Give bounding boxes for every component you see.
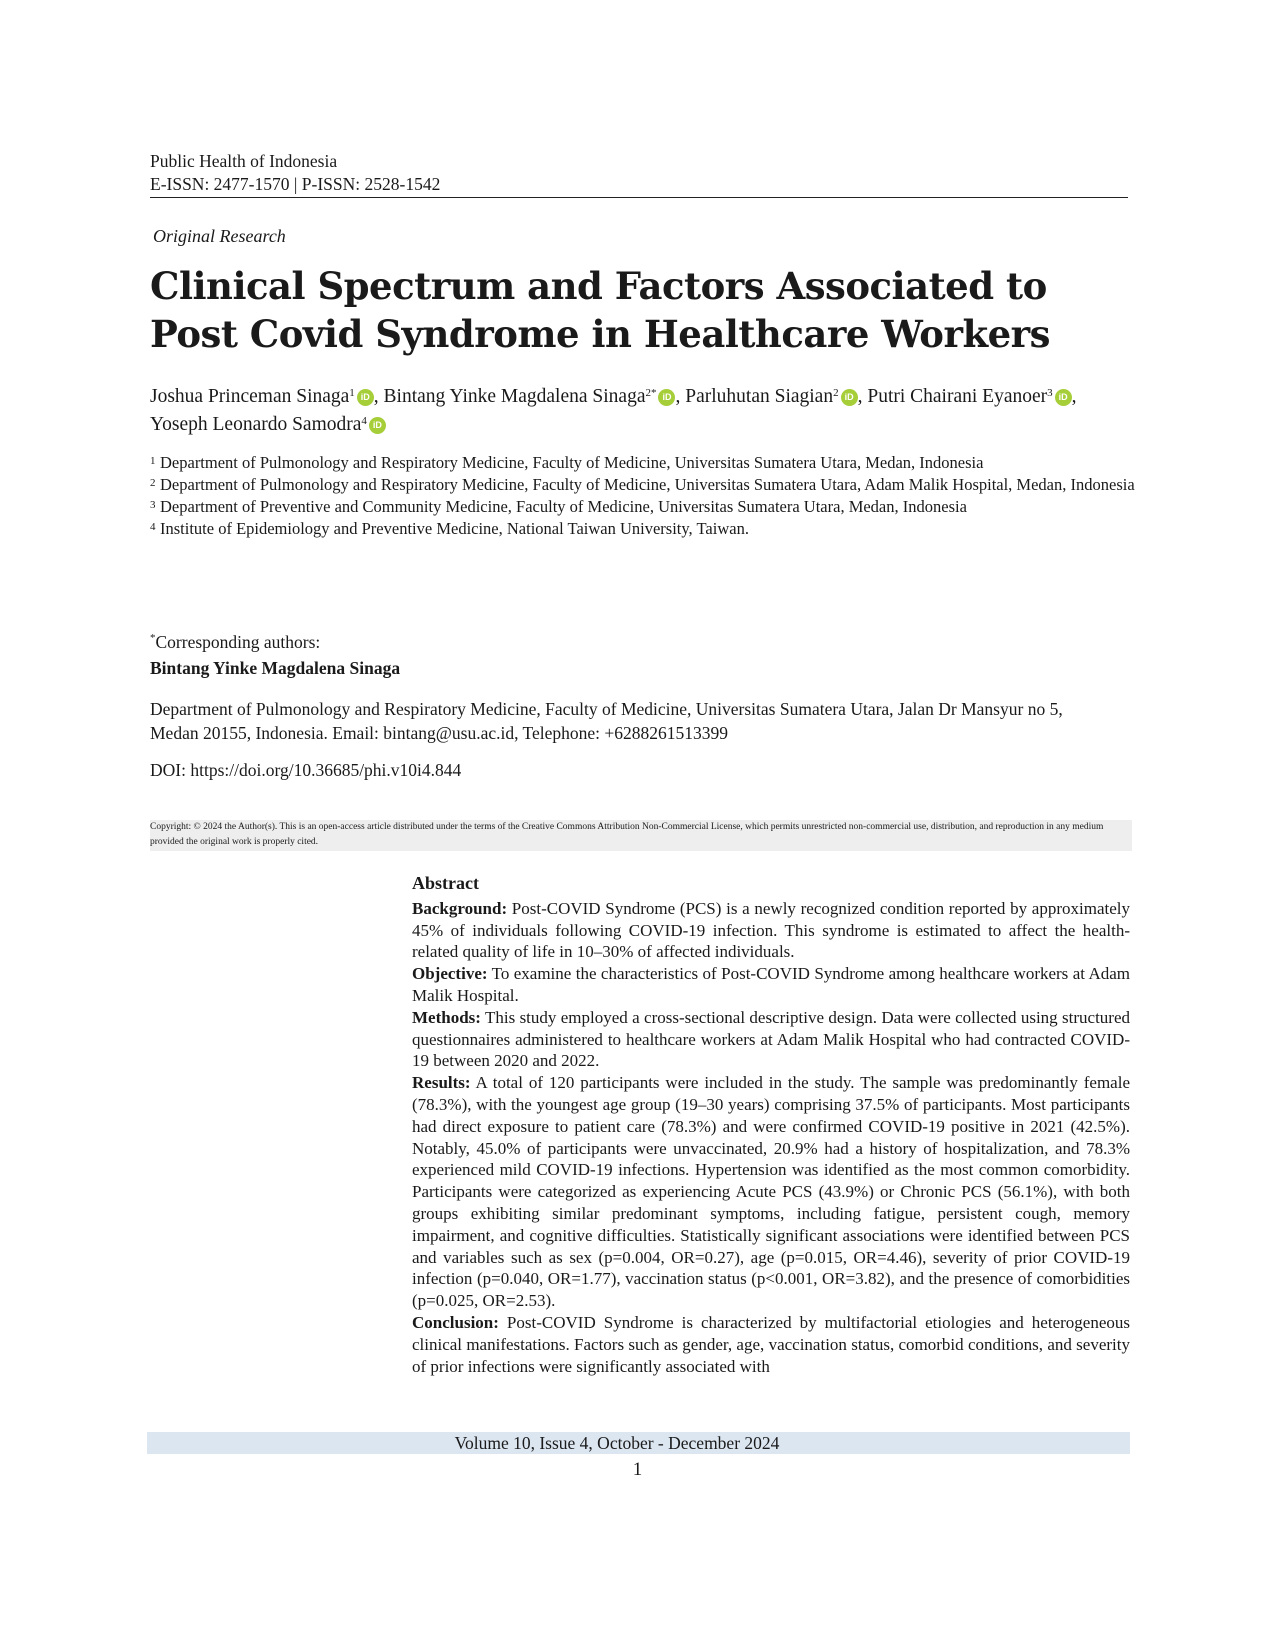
abstract-conclusion: Conclusion: Post-COVID Syndrome is characterized by multifactorial etiologies and heterogeneous clinical manifestations. Factors such as gender, age, vaccination status, comorbid conditions, and severity of prior infections were significantly associated with — [412, 1312, 1130, 1376]
orcid-icon[interactable]: iD — [841, 389, 858, 406]
abstract-objective: Objective: To examine the characteristics of Post-COVID Syndrome among healthcare workers at Adam Malik Hospital. — [412, 964, 1130, 1005]
affiliation: 2 Department of Pulmonology and Respiratory Medicine, Faculty of Medicine, Universitas Sumatera Utara, Adam Malik Hospital, Medan, Indonesia — [150, 475, 1135, 494]
footer-issue: Volume 10, Issue 4, October - December 2024 — [454, 1433, 780, 1453]
journal-header — [150, 150, 440, 196]
abstract-methods: Methods: This study employed a cross-sectional descriptive design. Data were collected using structured questionnaires administered to healthcare workers at Adam Malik Hospital who had contracted COVID-19 between 2020 and 2022. — [412, 1007, 1130, 1071]
affiliation-list — [150, 452, 1140, 540]
orcid-icon[interactable]: iD — [1055, 389, 1072, 406]
abstract-results: Results: A total of 120 participants were included in the study. The sample was predominantly female (78.3%), with the youngest age group (19–30 years) comprising 37.5% of participants. Most participants had direct exposure to patient care (78.3%) and were confirmed COVID-19 positive in 2021 (42.5%). Notably, 45.0% of participants were unvaccinated, 20.9% had a history of hospitalization, and 78.3% experienced mild COVID-19 infections. Hypertension was identified as the most common comorbidity. Participants were categorized as experiencing Acute PCS (43.9%) or Chronic PCS (56.1%), with both groups exhibiting similar predominant symptoms, including fatigue, persistent cough, memory impairment, and cognitive difficulties. Statistically significant associations were identified between PCS and variables such as sex (p=0.004, OR=0.27), age (p=0.015, OR=4.46), severity of prior COVID-19 infection (p=0.040, OR=1.77), vaccination status (p<0.001, OR=3.82), and the presence of comorbidities (p=0.025, OR=2.53). — [412, 1073, 1130, 1311]
orcid-icon[interactable]: iD — [357, 389, 374, 406]
journal-name: Public Health of Indonesia — [150, 151, 338, 171]
orcid-icon[interactable]: iD — [369, 417, 386, 434]
page-number: 1 — [632, 1459, 643, 1480]
journal-issn: E-ISSN: 2477-1570 | P-ISSN: 2528-1542 — [150, 174, 441, 194]
corresponding-label: *Corresponding authors: — [150, 632, 321, 652]
header-rule — [150, 197, 1128, 198]
orcid-icon[interactable]: iD — [658, 389, 675, 406]
abstract — [412, 873, 1130, 1377]
author: Parluhutan Siagian$^2$ — [685, 386, 839, 407]
abstract-heading: Abstract — [412, 873, 479, 893]
article-type: Original Research — [153, 226, 286, 246]
author: Putri Chairani Eyanoer$^3$ — [867, 386, 1053, 407]
affiliation: 3 Department of Preventive and Community Medicine, Faculty of Medicine, Universitas Sumatera Utara, Medan, Indonesia — [150, 497, 967, 516]
affiliation: 1 Department of Pulmonology and Respiratory Medicine, Faculty of Medicine, Universitas Sumatera Utara, Medan, Indonesia — [150, 453, 984, 472]
article-title: Clinical Spectrum and Factors Associated to Post Covid Syndrome in Healthcare Workers — [150, 264, 1050, 356]
author: Yoseph Leonardo Samodra$^4$ — [150, 414, 367, 435]
copyright-notice: Copyright: © 2024 the Author(s). This is an open-access article distributed under the terms of the Creative Commons Attribution Non-Commercial License, which permits unrestricted non-commercial use, distribution, and reproduction in any medium provided the original work is properly cited. — [150, 820, 1132, 851]
author: Joshua Princeman Sinaga$^1$ — [150, 386, 355, 407]
affiliation: 4 Institute of Epidemiology and Preventive Medicine, National Taiwan University, Taiwan. — [150, 519, 749, 538]
corresponding-address: Department of Pulmonology and Respiratory Medicine, Faculty of Medicine, Universitas Sumatera Utara, Jalan Dr Mansyur no 5, Medan 20155, Indonesia. Email: bintang@usu.ac.id, Telephone: +6288261513399 — [150, 699, 1063, 743]
corresponding-author-name: Bintang Yinke Magdalena Sinaga — [150, 658, 401, 678]
abstract-background: Background: Post-COVID Syndrome (PCS) is a newly recognized condition reported by approximately 45% of individuals following COVID-19 infection. This syndrome is estimated to affect the health-related quality of life in 10–30% of affected individuals. — [412, 898, 1130, 962]
doi-link[interactable]: DOI: https://doi.org/10.36685/phi.v10i4.844 — [150, 760, 462, 780]
author: Bintang Yinke Magdalena Sinaga$^{2*}$ — [383, 386, 657, 407]
author-list: Joshua Princeman Sinaga$^1$ iD , Bintang Yinke Magdalena Sinaga$^{2*}$ iD , Parluhutan Siagian$^2$ iD , Putri Chairani Eyanoer$^3$ iD , Yoseph Leonardo Samodra$^4$ iD — [150, 386, 1077, 435]
